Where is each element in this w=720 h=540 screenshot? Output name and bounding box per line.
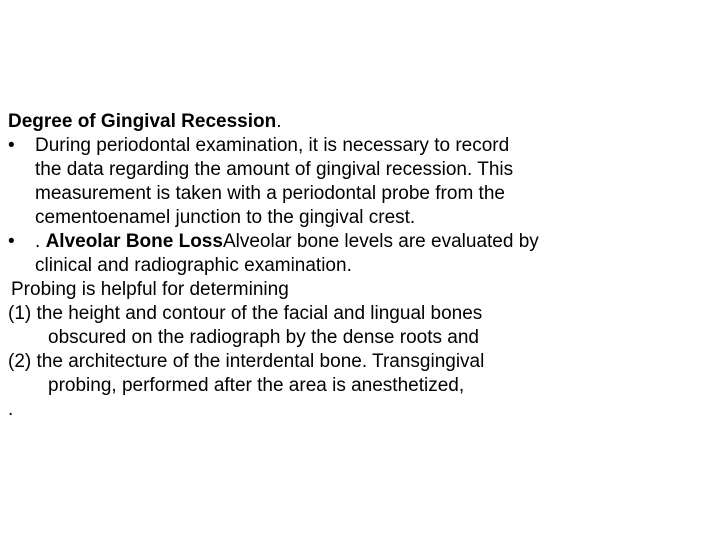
bullet-1-line-3: measurement is taken with a periodontal probe from the — [35, 183, 505, 204]
bullet-2-prefix: . — [35, 231, 46, 252]
bullet-1-line-1 — [8, 134, 708, 158]
slide-body — [8, 110, 708, 422]
list-item-1-line-1: (1) the height and contour of the facial and lingual bones — [8, 303, 483, 324]
list-item-1-line-2: obscured on the radiograph by the dense roots and — [48, 327, 479, 348]
bullet-marker: • — [8, 231, 15, 252]
bullet-2-line-2: clinical and radiographic examination. — [35, 255, 352, 276]
bullet-marker: • — [8, 135, 15, 156]
bullet-1-line-4: cementoenamel junction to the gingival crest. — [35, 207, 416, 228]
heading-period: . — [276, 111, 282, 132]
bullet-2-line-1 — [8, 230, 708, 254]
list-item-2-line-2: probing, performed after the area is anesthetized, — [48, 375, 465, 396]
probing-intro: Probing is helpful for determining — [11, 279, 289, 300]
section-heading — [8, 110, 708, 134]
heading-title: Degree of Gingival Recession — [8, 111, 277, 132]
trailing-dot: . — [8, 399, 14, 420]
bullet-2-text-1: Alveolar bone levels are evaluated by — [222, 231, 539, 252]
list-item-2-line-1: (2) the architecture of the interdental bone. Transgingival — [8, 351, 485, 372]
alveolar-bone-loss-heading: Alveolar Bone Loss — [45, 231, 223, 252]
bullet-1-text-1: During periodontal examination, it is necessary to record — [35, 135, 510, 156]
bullet-1-line-2: the data regarding the amount of gingival recession. This — [35, 159, 514, 180]
